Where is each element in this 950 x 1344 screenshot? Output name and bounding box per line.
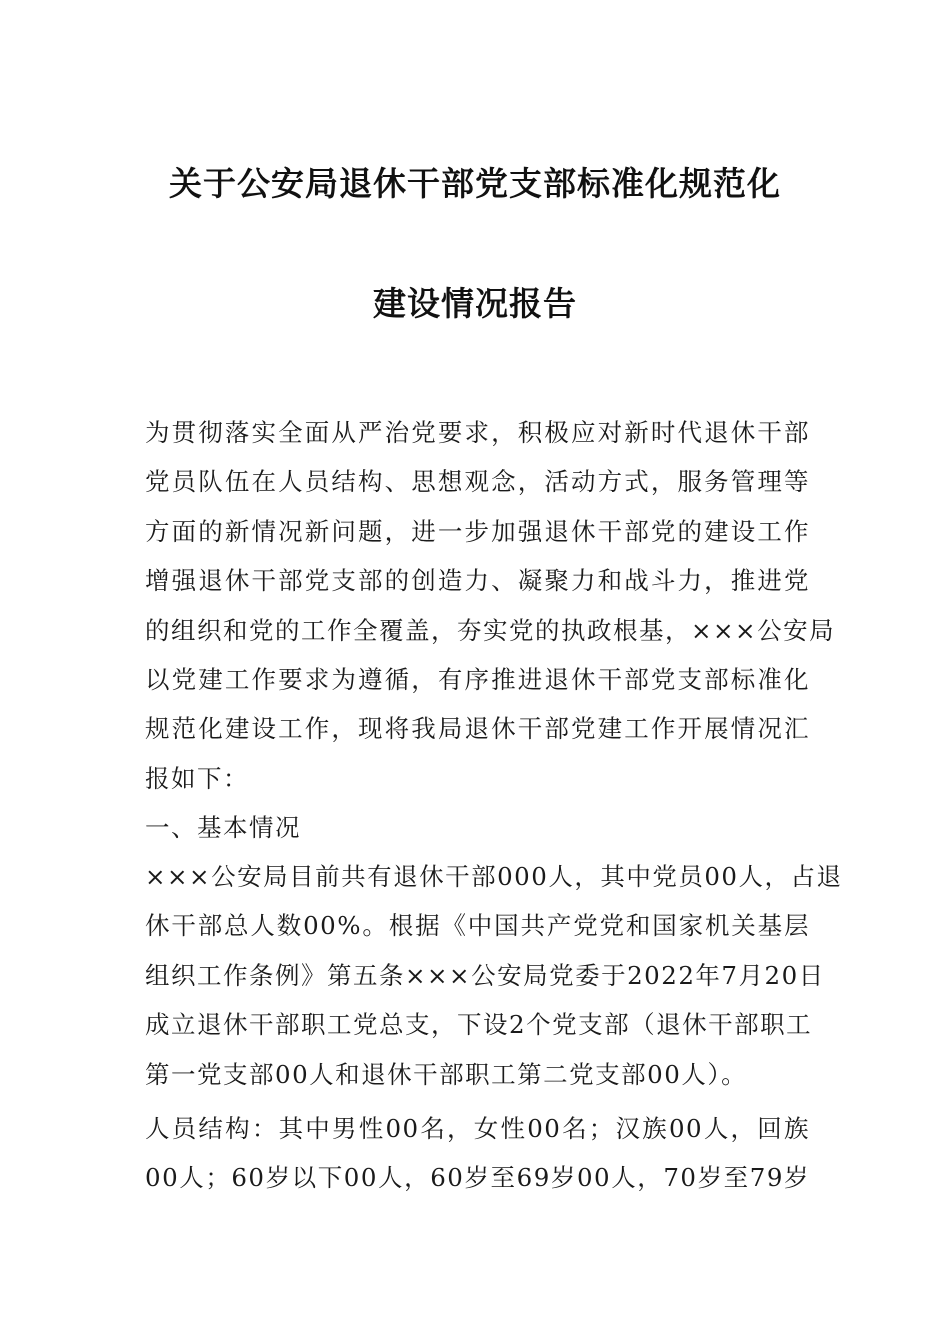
- section-heading-text: 一、基本情况: [145, 813, 301, 842]
- personnel-structure-paragraph: [145, 1104, 810, 1203]
- intro-line: 方面的新情况新问题，进一步加强退休干部党的建设工作: [145, 516, 810, 546]
- basic-situation-line: 休干部总人数00%。根据《中国共产党党和国家机关基层: [145, 911, 810, 941]
- document-title-line-1: 关于公安局退休干部党支部标准化规范化: [169, 164, 781, 203]
- basic-situation-line: 组织工作条例》第五条×××公安局党委于2022年7月20日: [145, 960, 825, 990]
- intro-line: 为贯彻落实全面从严治党要求，积极应对新时代退休干部: [145, 418, 810, 447]
- personnel-structure-line: 人员结构：其中男性00名，女性00名；汉族00人，回族: [145, 1114, 810, 1143]
- basic-situation-line: 成立退休干部职工党总支，下设2个党支部（退休干部职工: [145, 1010, 813, 1040]
- intro-paragraph: [145, 408, 836, 803]
- intro-line: 规范化建设工作，现将我局退休干部党建工作开展情况汇: [145, 714, 810, 744]
- intro-line: 的组织和党的工作全覆盖，夯实党的执政根基，×××公安局: [145, 615, 836, 645]
- basic-situation-line: 第一党支部00人和退休干部职工第二党支部00人）。: [145, 1059, 748, 1089]
- intro-line: 增强退休干部党支部的创造力、凝聚力和战斗力，推进党: [145, 566, 810, 596]
- intro-line: 党员队伍在人员结构、思想观念，活动方式，服务管理等: [145, 467, 810, 497]
- intro-line: 报如下：: [145, 763, 249, 793]
- basic-situation-paragraph: [145, 852, 843, 1099]
- intro-line: 以党建工作要求为遵循，有序推进退休干部党支部标准化: [145, 665, 810, 695]
- section-heading-basic-situation: [145, 803, 810, 852]
- basic-situation-line: ×××公安局目前共有退休干部000人，其中党员00人，占退: [145, 862, 843, 891]
- personnel-structure-line: 00人；60岁以下00人，60岁至69岁00人，70岁至79岁: [145, 1163, 810, 1193]
- document-title-line-2: 建设情况报告: [373, 284, 577, 323]
